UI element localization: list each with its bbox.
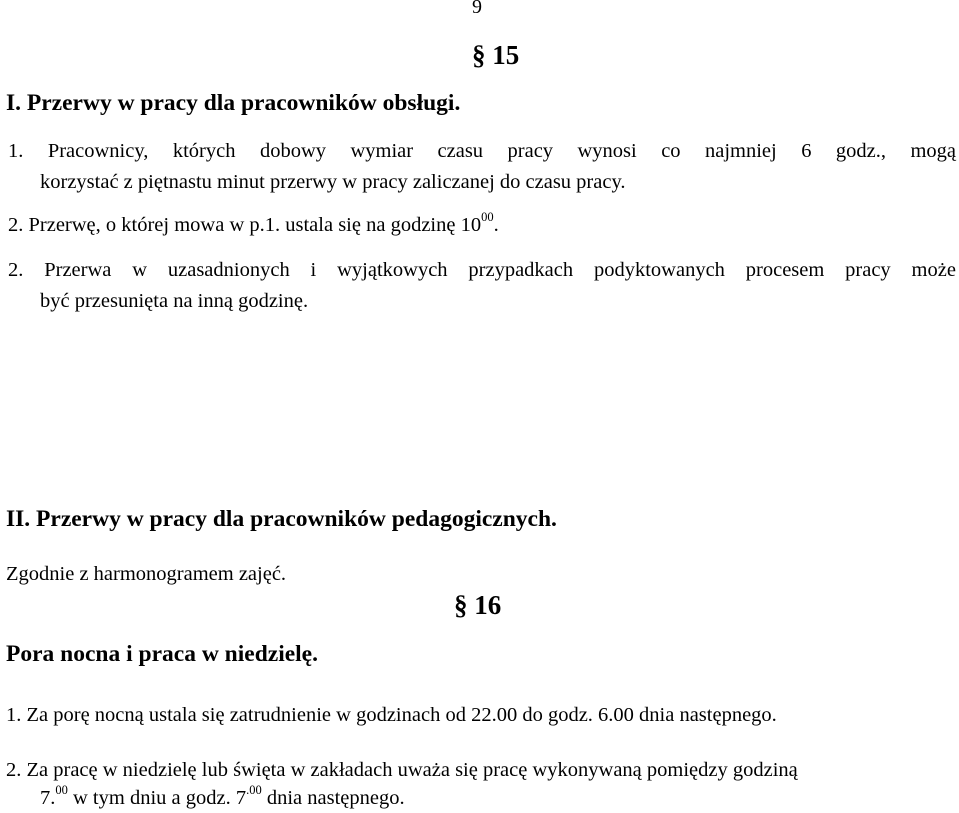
word: wymiar	[350, 140, 414, 162]
word: Przerwa	[44, 259, 112, 281]
item-2-line-2-c: dnia następnego.	[261, 787, 405, 809]
item-2a-end: .	[493, 214, 499, 236]
word: 1.	[8, 140, 24, 162]
section-heading-3: Pora nocna i praca w niedzielę.	[6, 641, 318, 667]
item-2-line-2-sup-2: .00	[246, 783, 262, 798]
section-sign-16: § 16	[454, 590, 502, 620]
word: pracy	[845, 259, 891, 281]
word: uzasadnionych	[167, 259, 290, 281]
word: mogą	[910, 140, 956, 162]
item-2a	[8, 210, 499, 237]
item-2-line-2-a: 7.	[40, 787, 56, 809]
section-heading-1: I. Przerwy w pracy dla pracowników obsługi.	[6, 90, 461, 116]
section-16-item-1: 1. Za porę nocną ustala się zatrudnienie w godzinach od 22.00 do godz. 6.00 dnia następnego.	[6, 704, 777, 726]
item-1-line-2: korzystać z piętnastu minut przerwy w pracy zaliczanej do czasu pracy.	[40, 171, 626, 193]
word: 2.	[8, 259, 24, 281]
word: przypadkach	[468, 259, 574, 281]
page-number: 9	[472, 0, 482, 18]
item-2b-line-2: być przesunięta na inną godzinę.	[40, 290, 309, 312]
word: co	[661, 140, 681, 162]
word: procesem	[745, 259, 825, 281]
word: godz.,	[835, 140, 886, 162]
section-heading-2: II. Przerwy w pracy dla pracowników pedagogicznych.	[6, 506, 557, 532]
word: podyktowanych	[593, 259, 725, 281]
section-16-item-2-line-1: 2. Za pracę w niedzielę lub święta w zakładach uważa się pracę wykonywaną pomiędzy godziną	[6, 759, 798, 781]
word: najmniej	[705, 140, 777, 162]
word: czasu	[437, 140, 484, 162]
word: wynosi	[577, 140, 637, 162]
section-2-text: Zgodnie z harmonogramem zajęć.	[6, 563, 287, 585]
item-2a-text: 2. Przerwę, o której mowa w p.1. ustala się na godzinę 10	[8, 214, 482, 236]
word: których	[172, 140, 236, 162]
word: Pracownicy,	[47, 140, 149, 162]
word: w	[132, 259, 148, 281]
item-2b-line-1	[8, 259, 956, 282]
item-2a-superscript: 00	[481, 210, 494, 225]
word: pracy	[507, 140, 554, 162]
word: może	[911, 259, 956, 281]
item-2-line-2-b: w tym dniu a godz. 7	[67, 787, 247, 809]
section-sign-15: § 15	[472, 40, 520, 70]
item-1-line-1	[8, 140, 956, 163]
section-16-item-2-line-2	[40, 783, 405, 810]
word: dobowy	[259, 140, 326, 162]
word: 6	[801, 140, 812, 162]
item-2-line-2-sup-1: 00	[55, 783, 68, 798]
word: i	[310, 259, 317, 281]
word: wyjątkowych	[337, 259, 448, 281]
